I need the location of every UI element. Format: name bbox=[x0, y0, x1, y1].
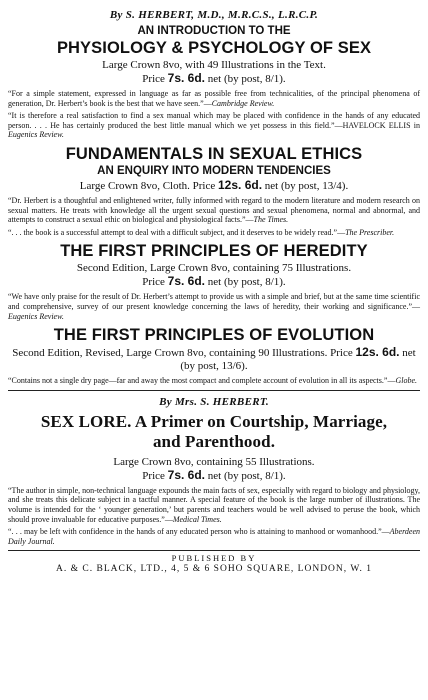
review-quote: “It is therefore a real satisfaction to find a sex manual which may be placed with confidence in the hands of any educated person. . . . He has certainly produced the best little manual which we yet possess in this field.”—HAVELOCK ELLIS in Eugenics Review. bbox=[8, 111, 420, 140]
book-price: Price 7s. 6d. net (by post, 8/1). bbox=[142, 71, 286, 85]
book-title: THE FIRST PRINCIPLES OF HEREDITY bbox=[60, 242, 368, 261]
price-amount: 12s. 6d. bbox=[355, 345, 400, 360]
price-amount: 12s. 6d. bbox=[218, 177, 263, 192]
review-source: Globe. bbox=[395, 376, 418, 386]
publisher-name-address: A. & C. BLACK, LTD., 4, 5 & 6 SOHO SQUARE, LONDON, W. 1 bbox=[56, 564, 372, 575]
book-price: Price 12s. 6d. net (by post, 13/4). bbox=[192, 177, 349, 192]
book-pre-title: AN INTRODUCTION TO THE bbox=[137, 25, 291, 37]
book-price: Price 7s. 6d. net (by post, 8/1). bbox=[142, 467, 286, 482]
book-physiology-psychology-of-sex bbox=[8, 24, 420, 140]
book-subtitle: AN ENQUIRY INTO MODERN TENDENCIES bbox=[97, 164, 331, 177]
price-amount: 7s. 6d. bbox=[167, 274, 206, 289]
review-source: Eugenics Review. bbox=[8, 311, 64, 321]
book-details bbox=[8, 179, 420, 193]
review-source: The Prescriber. bbox=[345, 227, 395, 237]
review-quote: “The author in simple, non-technical language expounds the main facts of sex, especially with regard to biology and physiology, and she treats this delicate subject in a tactful manner. A special feature of the book is the large number of illustrations. The volume is intended for the ‘ younger generation,’ but parents and teachers would be well advised to peruse the book, which should prove invaluable for educative purposes.”—Medical Times. bbox=[8, 485, 420, 524]
book-details bbox=[8, 262, 420, 289]
book-format: Second Edition, Revised, Large Crown 8vo, containing 90 Illustrations. bbox=[12, 347, 328, 360]
second-author-byline: By Mrs. S. HERBERT. bbox=[159, 395, 269, 408]
book-fundamentals-sexual-ethics bbox=[8, 145, 420, 237]
book-details bbox=[8, 456, 420, 483]
price-amount: 7s. 6d. bbox=[167, 467, 206, 482]
review-source: Cambridge Review. bbox=[211, 98, 275, 108]
review-quote: “Contains not a single dry page—far and away the most compact and complete account of evolution in all its aspects.”—Globe. bbox=[8, 376, 418, 386]
book-first-principles-evolution bbox=[8, 326, 420, 386]
book-format: Large Crown 8vo, with 49 Illustrations in the Text. bbox=[102, 59, 326, 71]
price-amount: 7s. 6d. bbox=[167, 71, 206, 85]
book-sex-lore bbox=[8, 412, 420, 547]
book-format: Large Crown 8vo, Cloth. bbox=[79, 179, 190, 192]
review-quote: “Dr. Herbert is a thoughtful and enlightened writer, fully informed with regard to the modern literature and modern research on sexual matters. He treats with knowledge all the urgent sexual questions and sexual phenomena, normal and abnormal, and attempts to construct a sexual ethic on biological and physiological facts.”—The Times. bbox=[8, 195, 420, 225]
book-price: Price 7s. 6d. net (by post, 8/1). bbox=[142, 274, 286, 289]
review-quote: “We have only praise for the result of Dr. Herbert’s attempt to provide us with a simple and brief, but at the same time scientific and comprehensive, survey of our present knowledge concerning the laws of heredity, their working and significance.”—Eugenics Review. bbox=[8, 292, 420, 321]
footer-divider bbox=[8, 550, 420, 551]
book-price: Price 12s. 6d. net (by post, 13/6). bbox=[180, 345, 416, 373]
review-source: Aberdeen Daily Journal. bbox=[8, 527, 420, 546]
book-title bbox=[8, 412, 420, 452]
review-quote: “. . . the book is a successful attempt to deal with a difficult subject, and it deserves to be widely read.”—The Prescriber. bbox=[8, 227, 395, 237]
review-source: Medical Times. bbox=[172, 514, 222, 524]
book-format: Second Edition, Large Crown 8vo, containing 75 Illustrations. bbox=[76, 262, 352, 275]
book-title: FUNDAMENTALS IN SEXUAL ETHICS bbox=[65, 144, 363, 163]
book-format: Large Crown 8vo, containing 55 Illustrations. bbox=[113, 455, 315, 468]
book-title-line: SEX LORE. A Primer on Courtship, Marriage, bbox=[40, 411, 388, 431]
published-by-label: PUBLISHED BY bbox=[171, 553, 257, 564]
book-details bbox=[8, 59, 420, 86]
author-byline: By S. HERBERT, M.D., M.R.C.S., L.R.C.P. bbox=[109, 9, 319, 21]
book-title: PHYSIOLOGY & PSYCHOLOGY OF SEX bbox=[56, 39, 372, 57]
review-source: The Times. bbox=[253, 215, 289, 225]
book-details bbox=[8, 346, 420, 373]
publisher-footer bbox=[8, 553, 420, 575]
review-source: Eugenics Review. bbox=[8, 130, 64, 140]
book-title: THE FIRST PRINCIPLES OF EVOLUTION bbox=[53, 326, 375, 345]
section-divider bbox=[8, 390, 420, 391]
review-quote: “. . . may be left with confidence in the hands of any educated person who is attaining to manhood or womanhood.”—Aberdeen Daily Journal. bbox=[8, 527, 420, 546]
review-quote: “For a simple statement, expressed in language as far as possible free from technicalities, of the principal phenomena of generation, Dr. Herbert’s book is the best that we have seen.”—Cambridge Review. bbox=[8, 89, 420, 108]
book-title-line: and Parenthood. bbox=[152, 431, 276, 451]
book-first-principles-heredity bbox=[8, 242, 420, 321]
